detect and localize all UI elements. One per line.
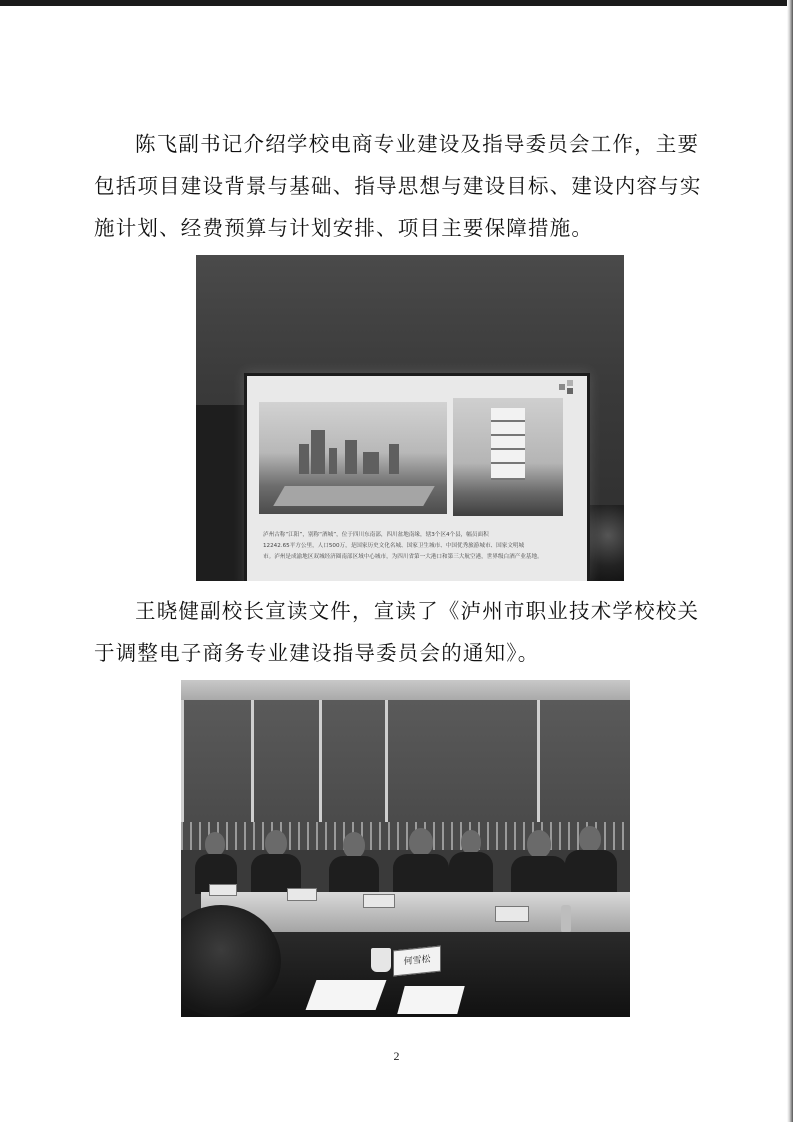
photo-bottle (561, 905, 571, 933)
paragraph-line: 于调整电子商务专业建设指导委员会的通知》。 (94, 641, 540, 665)
photo-nameplate (287, 888, 317, 901)
page-number: 2 (393, 1049, 400, 1063)
photo-paper (397, 986, 465, 1014)
photo-railing (181, 822, 630, 850)
photo-mug (371, 948, 391, 972)
photo-presentation-screen (196, 255, 624, 581)
slide-caption (263, 530, 563, 563)
paragraph-line: 王晓健副校长宣读文件，宣读了《泸州市职业技术学校校关 (135, 599, 700, 623)
slide-decoration (567, 388, 573, 394)
slide-caption-line: 市。泸州是成渝地区双城经济圈南部区域中心城市，为四川省第一大港口和第三大航空港，世界级白酒产业基地。 (263, 554, 543, 560)
projection-screen (244, 373, 590, 581)
paragraph-line: 施计划、经费预算与计划安排、项目主要保障措施。 (94, 216, 594, 240)
slide-caption-line: 12242.65平方公里，人口500万，是国家历史文化名城、国家卫生城市、中国优秀旅游城市、国家文明城 (263, 543, 525, 549)
scan-border-top (0, 0, 793, 6)
paragraph-document-reading (94, 590, 700, 674)
photo-meeting-room (181, 680, 630, 1017)
slide-caption-line: 泸州古称“江阳”，别称“酒城”，位于四川东南部，四川盆地南缘，辖3个区4个县，幅员面积 (263, 532, 489, 538)
photo-nameplate-front: 何雪松 (393, 945, 441, 976)
paragraph-line: 陈飞副书记介绍学校电商专业建设及指导委员会工作，主要 (135, 132, 700, 156)
photo-wall (196, 405, 251, 581)
paragraph-introduction (94, 123, 702, 249)
photo-nameplate (363, 894, 395, 908)
paragraph-line: 包括项目建设背景与基础、指导思想与建设目标、建设内容与实 (94, 174, 702, 198)
slide-decoration (567, 380, 573, 386)
slide-city-photo (259, 402, 447, 514)
photo-nameplate (495, 906, 529, 922)
slide-decoration (559, 384, 565, 390)
scan-border-right (787, 0, 793, 1122)
slide-pagoda-photo (453, 398, 563, 516)
photo-plant (584, 505, 624, 581)
photo-paper (306, 980, 387, 1010)
photo-nameplate (209, 884, 237, 896)
